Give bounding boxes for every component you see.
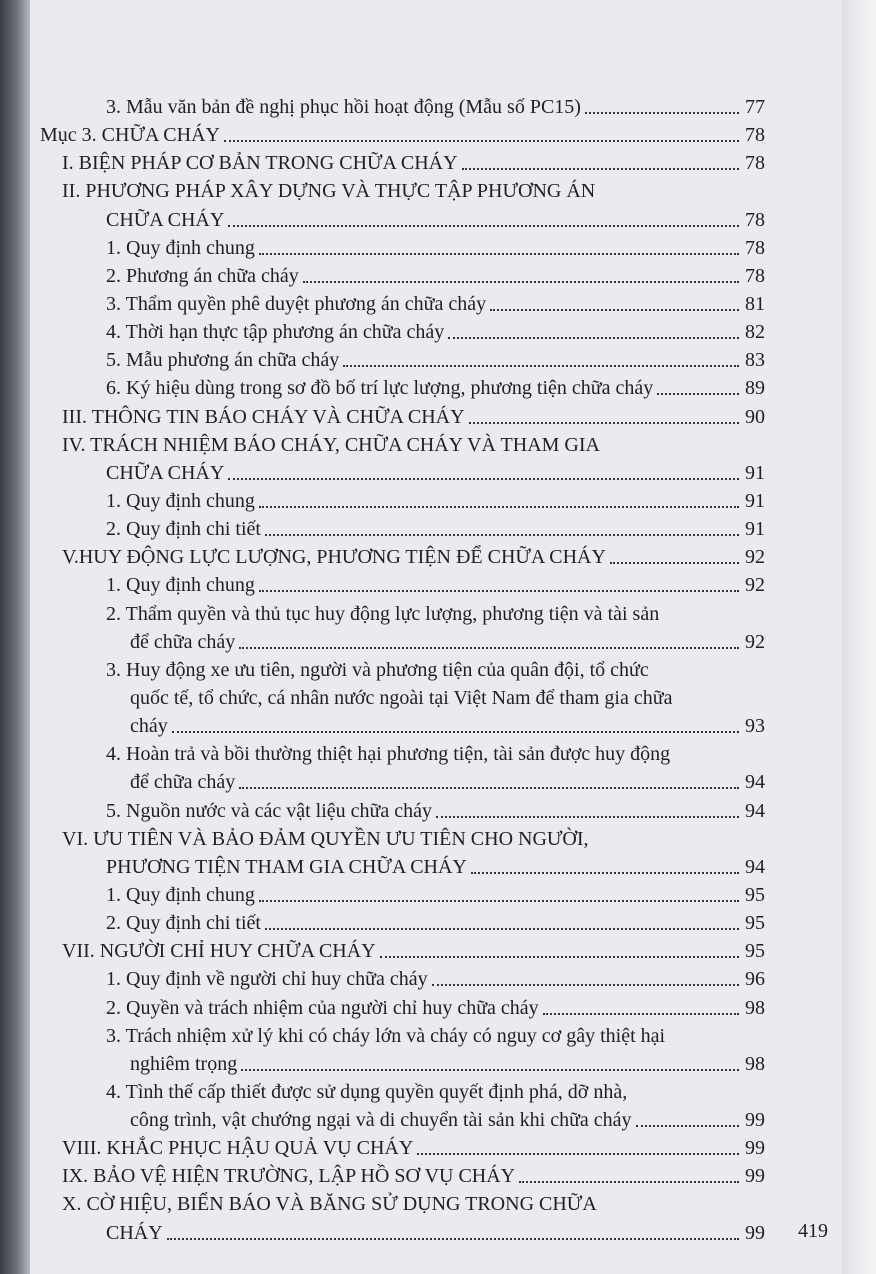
toc-entry-page: 81 — [745, 292, 765, 315]
dot-leader — [265, 534, 739, 536]
toc-entry-page: 96 — [745, 968, 765, 991]
toc-entry-title: I. BIỆN PHÁP CƠ BẢN TRONG CHỮA CHÁY — [62, 152, 458, 175]
dot-leader — [636, 1125, 739, 1127]
toc-entry-page: 92 — [745, 574, 765, 597]
toc-entry-title: 5. Nguồn nước và các vật liệu chữa cháy — [106, 799, 433, 822]
toc-entry — [40, 179, 765, 203]
dot-leader — [259, 506, 739, 508]
toc-entry-page: 94 — [745, 771, 765, 794]
toc-entry — [40, 630, 765, 654]
toc-entry — [40, 461, 765, 485]
toc-entry-title: 6. Ký hiệu dùng trong sơ đồ bố trí lực lượng, phương tiện chữa cháy — [106, 377, 654, 400]
toc-entry — [40, 827, 765, 851]
toc-entry-title: 5. Mẫu phương án chữa cháy — [106, 349, 340, 372]
toc-entry — [40, 123, 765, 147]
dot-leader — [259, 253, 739, 255]
dot-leader — [448, 337, 739, 339]
toc-entry — [40, 770, 765, 794]
toc-entry-page: 95 — [745, 912, 765, 935]
toc-entry — [40, 1164, 765, 1188]
dot-leader — [343, 365, 739, 367]
toc-entry — [40, 1221, 765, 1245]
toc-entry-title: quốc tế, tổ chức, cá nhân nước ngoài tại Việt Nam để tham gia chữa — [130, 686, 673, 709]
toc-entry-page: 91 — [745, 461, 765, 484]
toc-entry-title: 1. Quy định chung — [106, 489, 255, 512]
toc-entry — [40, 855, 765, 879]
toc-entry — [40, 320, 765, 344]
toc-entry-page: 78 — [745, 208, 765, 231]
toc-entry-title: II. PHƯƠNG PHÁP XÂY DỰNG VÀ THỰC TẬP PHƯƠNG ÁN — [62, 180, 596, 203]
dot-leader — [462, 168, 739, 170]
toc-entry-page: 99 — [745, 1137, 765, 1160]
dot-leader — [657, 393, 739, 395]
dot-leader — [469, 422, 739, 424]
toc-entry — [40, 911, 765, 935]
toc-entry — [40, 545, 765, 569]
toc-entry — [40, 292, 765, 316]
toc-entry-title: 4. Tình thế cấp thiết được sử dụng quyền quyết định phá, dỡ nhà, — [106, 1080, 628, 1103]
toc-entry — [40, 95, 765, 119]
dot-leader — [241, 1069, 739, 1071]
toc-entry-title: 2. Quy định chi tiết — [106, 912, 261, 935]
toc-entry — [40, 236, 765, 260]
toc-entry-page: 91 — [745, 518, 765, 541]
toc-entry-title: nghiêm trọng — [130, 1052, 238, 1075]
toc-entry-title: để chữa cháy — [130, 630, 236, 653]
toc-entry — [40, 151, 765, 175]
toc-entry — [40, 517, 765, 541]
dot-leader — [259, 900, 739, 902]
toc-entry-page: 94 — [745, 799, 765, 822]
toc-entry — [40, 1024, 765, 1048]
toc-entry-title: 1. Quy định về người chỉ huy chữa cháy — [106, 968, 428, 991]
toc-entry-page: 78 — [745, 152, 765, 175]
toc-entry-page: 89 — [745, 377, 765, 400]
toc-entry-page: 77 — [745, 96, 765, 118]
toc-entry-title: 1. Quy định chung — [106, 236, 255, 259]
toc-entry-title: 2. Quy định chi tiết — [106, 518, 261, 541]
dot-leader — [167, 1238, 739, 1240]
toc-entry-title: cháy — [130, 715, 168, 738]
toc-entry-page: 94 — [745, 855, 765, 878]
toc-entry — [40, 1192, 765, 1216]
toc-entry — [40, 433, 765, 457]
toc-entry — [40, 714, 765, 738]
toc-entry-title: 2. Quyền và trách nhiệm của người chỉ huy chữa cháy — [106, 996, 539, 1019]
dot-leader — [228, 478, 739, 480]
toc-entry — [40, 883, 765, 907]
toc-entry-page: 82 — [745, 321, 765, 344]
dot-leader — [265, 928, 739, 930]
toc-entry-page: 95 — [745, 940, 765, 963]
toc-entry-title: CHÁY — [106, 1221, 163, 1244]
toc-entry-page: 92 — [745, 630, 765, 653]
toc-entry-title: 3. Trách nhiệm xử lý khi có cháy lớn và cháy có nguy cơ gây thiệt hại — [106, 1024, 666, 1047]
toc-entry-title: Mục 3. CHỮA CHÁY — [40, 124, 220, 147]
toc-entry-title: PHƯƠNG TIỆN THAM GIA CHỮA CHÁY — [106, 855, 467, 878]
dot-leader — [417, 1153, 739, 1155]
toc-entry — [40, 742, 765, 766]
dot-leader — [432, 984, 739, 986]
toc-entry-title: X. CỜ HIỆU, BIỂN BÁO VÀ BĂNG SỬ DỤNG TRONG CHỮA — [62, 1193, 597, 1216]
toc-entry — [40, 489, 765, 513]
toc-entry-page: 78 — [745, 236, 765, 259]
toc-entry-title: 3. Huy động xe ưu tiên, người và phương tiện của quân đội, tổ chức — [106, 658, 649, 681]
toc-entry-page: 91 — [745, 489, 765, 512]
toc-entry-title: VII. NGƯỜI CHỈ HUY CHỮA CHÁY — [62, 940, 376, 963]
book-gutter — [0, 0, 30, 1274]
toc-entry-page: 83 — [745, 349, 765, 372]
toc-entry-page: 90 — [745, 405, 765, 428]
toc-entry-title: IX. BẢO VỆ HIỆN TRƯỜNG, LẬP HỒ SƠ VỤ CHÁY — [62, 1165, 516, 1188]
toc-entry-title: V.HUY ĐỘNG LỰC LƯỢNG, PHƯƠNG TIỆN ĐỂ CHỮA CHÁY — [62, 546, 606, 569]
dot-leader — [224, 140, 739, 142]
toc-entry-page: 92 — [745, 546, 765, 569]
toc-entry — [40, 686, 765, 710]
toc-entry — [40, 573, 765, 597]
dot-leader — [303, 281, 739, 283]
toc-entry — [40, 1080, 765, 1104]
dot-leader — [172, 731, 739, 733]
toc-entry — [40, 1108, 765, 1132]
toc-entry-title: 2. Thẩm quyền và thủ tục huy động lực lượng, phương tiện và tài sản — [106, 602, 660, 625]
toc-entry-title: IV. TRÁCH NHIỆM BÁO CHÁY, CHỮA CHÁY VÀ THAM GIA — [62, 433, 600, 456]
toc-entry-page: 99 — [745, 1165, 765, 1188]
toc-entry-title: 2. Phương án chữa cháy — [106, 264, 299, 287]
dot-leader — [585, 112, 739, 114]
toc-entry-title: để chữa cháy — [130, 771, 236, 794]
toc-entry-title: 4. Hoàn trả và bồi thường thiệt hại phương tiện, tài sản được huy động — [106, 743, 671, 766]
toc-entry-page: 93 — [745, 715, 765, 738]
toc-entry-title: công trình, vật chướng ngại và di chuyển tài sản khi chữa cháy — [130, 1109, 632, 1132]
toc-entry-title: III. THÔNG TIN BÁO CHÁY VÀ CHỮA CHÁY — [62, 405, 465, 428]
toc-entry-page: 98 — [745, 996, 765, 1019]
toc-entry — [40, 799, 765, 823]
toc-entry-page: 98 — [745, 1052, 765, 1075]
toc-entry-title: 3. Thẩm quyền phê duyệt phương án chữa cháy — [106, 292, 487, 315]
toc-entry-title: 1. Quy định chung — [106, 574, 255, 597]
toc-entry-title: VI. ƯU TIÊN VÀ BẢO ĐẢM QUYỀN ƯU TIÊN CHO NGƯỜI, — [62, 827, 589, 850]
dot-leader — [610, 562, 739, 564]
dot-leader — [490, 309, 739, 311]
toc-entry — [40, 405, 765, 429]
toc-entry-title: 1. Quy định chung — [106, 883, 255, 906]
toc-entry-title: 3. Mẫu văn bản đề nghị phục hồi hoạt động (Mẫu số PC15) — [106, 96, 581, 118]
dot-leader — [471, 872, 739, 874]
dot-leader — [543, 1013, 739, 1015]
dot-leader — [519, 1181, 739, 1183]
toc-entry — [40, 1136, 765, 1160]
dot-leader — [228, 225, 739, 227]
toc-entry-title: CHỮA CHÁY — [106, 208, 225, 231]
toc-entry — [40, 208, 765, 232]
toc-entry-page: 99 — [745, 1221, 765, 1244]
toc-entry — [40, 996, 765, 1020]
dot-leader — [436, 816, 739, 818]
toc-entry — [40, 1052, 765, 1076]
page-number: 419 — [798, 1220, 828, 1242]
toc-entry — [40, 602, 765, 626]
dot-leader — [380, 956, 739, 958]
toc-entry-title: VIII. KHẮC PHỤC HẬU QUẢ VỤ CHÁY — [62, 1137, 414, 1160]
toc-entry — [40, 376, 765, 400]
dot-leader — [239, 787, 739, 789]
toc-entry — [40, 967, 765, 991]
toc-entry-title: CHỮA CHÁY — [106, 461, 225, 484]
toc-entry-page: 78 — [745, 124, 765, 147]
toc-entry-title: 4. Thời hạn thực tập phương án chữa cháy — [106, 321, 445, 344]
table-of-contents — [40, 95, 765, 1245]
dot-leader — [239, 647, 739, 649]
page-edge — [842, 0, 876, 1274]
toc-entry — [40, 939, 765, 963]
toc-entry — [40, 264, 765, 288]
toc-entry — [40, 658, 765, 682]
toc-entry-page: 95 — [745, 883, 765, 906]
toc-entry — [40, 348, 765, 372]
toc-entry-page: 99 — [745, 1109, 765, 1132]
dot-leader — [259, 590, 739, 592]
toc-entry-page: 78 — [745, 264, 765, 287]
